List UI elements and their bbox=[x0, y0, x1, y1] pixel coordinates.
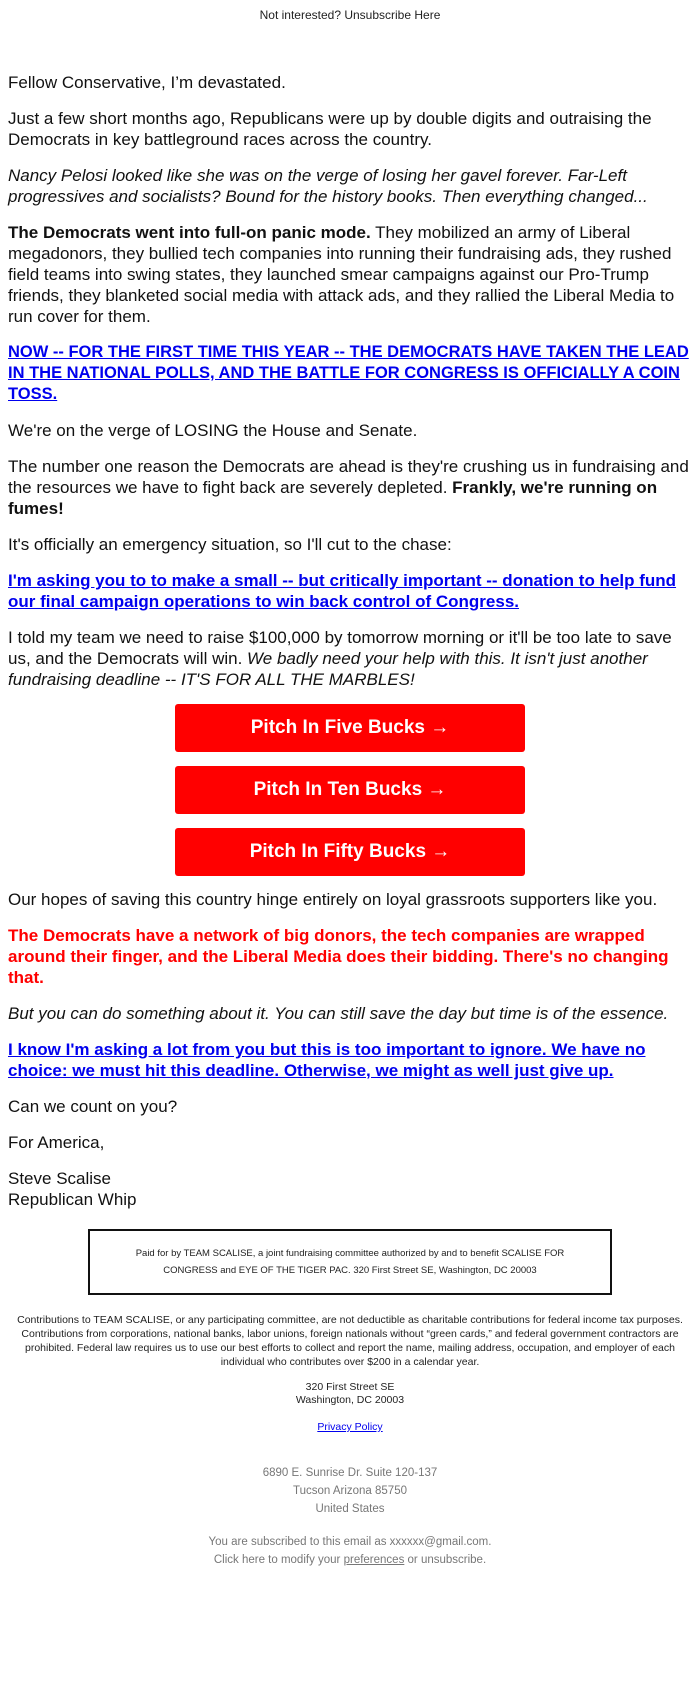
paragraph-red: The Democrats have a network of big donors, the tech companies are wrapped around their finger, and the Liberal Media does their bidding. There's no changing that. bbox=[8, 926, 669, 987]
legal-disclaimer: Contributions to TEAM SCALISE, or any participating committee, are not deductible as charitable contributions for federal income tax purposes. Contributions from corporations, national banks, labor unions, foreign nationals without “green cards,” and federal government contractors are prohibited. Federal law requires us to use our best efforts to collect and report the name, mailing address, occupation, and employer of each individual who contributes over $200 in a calendar year. bbox=[17, 1314, 683, 1368]
sender-line: Tucson Arizona 85750 bbox=[292, 1485, 407, 1497]
paragraph-link bbox=[8, 342, 692, 405]
sender-line: 6890 E. Sunrise Dr. Suite 120-137 bbox=[262, 1467, 438, 1479]
donate-link-polls[interactable]: NOW -- FOR THE FIRST TIME THIS YEAR -- THE DEMOCRATS HAVE TAKEN THE LEAD IN THE NATIONAL POLLS, AND THE BATTLE FOR CONGRESS IS OFFICIALLY A COIN TOSS. bbox=[8, 343, 689, 403]
paragraph-italic bbox=[8, 165, 692, 207]
paragraph-text: I told my team we need to raise $100,000 by tomorrow morning or it'll be too late to save us, and the Democrats will win. bbox=[8, 628, 672, 668]
italic-text: We badly need your help with this. It isn't just another fundraising deadline -- IT'S FOR ALL THE MARBLES! bbox=[8, 649, 648, 689]
donate-buttons bbox=[8, 704, 692, 876]
paragraph bbox=[8, 456, 692, 519]
subscribed-prefix: You are subscribed to this email as bbox=[208, 1536, 390, 1548]
paragraph: Just a few short months ago, Republicans were up by double digits and outraising the Democrats in key battleground races across the country. bbox=[8, 109, 652, 149]
signer-name: Steve Scalise bbox=[8, 1169, 111, 1188]
privacy-policy-link[interactable]: Privacy Policy bbox=[317, 1421, 383, 1433]
subscribed-suffix: . bbox=[488, 1536, 492, 1548]
top-unsubscribe-bar bbox=[0, 0, 700, 28]
paragraph bbox=[8, 627, 692, 690]
preferences-link[interactable]: preferences bbox=[343, 1554, 405, 1566]
signer-title: Republican Whip bbox=[8, 1190, 137, 1209]
italic-text: Nancy Pelosi looked like she was on the verge of losing her gavel forever. Far-Left progressives and socialists? Bound for the history books. Then everything changed... bbox=[8, 166, 648, 206]
modify-line bbox=[0, 1551, 700, 1569]
committee-address bbox=[0, 1381, 700, 1407]
paragraph: It's officially an emergency situation, so I'll cut to the chase: bbox=[8, 535, 452, 554]
modify-suffix: or unsubscribe. bbox=[404, 1554, 487, 1566]
paragraph: We're on the verge of LOSING the House and Senate. bbox=[8, 421, 418, 440]
subscribed-line bbox=[0, 1533, 700, 1551]
paragraph: Our hopes of saving this country hinge entirely on loyal grassroots supporters like you. bbox=[8, 890, 658, 909]
paragraph-link bbox=[8, 570, 692, 612]
donate-link-ask[interactable]: I'm asking you to to make a small -- but critically important -- donation to help fund our final campaign operations to win back control of Congress. bbox=[8, 571, 677, 611]
pitch-in-five-button[interactable]: Pitch In Five Bucks → bbox=[175, 704, 525, 752]
paragraph-text: The number one reason the Democrats are ahead is they're crushing us in fundraising and the resources we have to fight back are severely depleted. bbox=[8, 457, 689, 497]
footer bbox=[0, 1229, 700, 1569]
bold-text: The Democrats went into full-on panic mode. bbox=[8, 223, 371, 242]
paragraph-link bbox=[8, 1039, 692, 1081]
address-line: Washington, DC 20003 bbox=[295, 1394, 405, 1406]
sender-address bbox=[0, 1464, 700, 1518]
pitch-in-fifty-button[interactable]: Pitch In Fifty Bucks → bbox=[175, 828, 525, 876]
signoff: For America, bbox=[8, 1133, 105, 1152]
paid-for-text: Paid for by TEAM SCALISE, a joint fundraising committee authorized by and to benefit SCALISE FOR CONGRESS and EYE OF THE TIGER PAC. 320 First Street SE, Washington, DC 20003 bbox=[135, 1248, 565, 1276]
greeting: Fellow Conservative, I’m devastated. bbox=[8, 73, 286, 92]
paragraph-text: They mobilized an army of Liberal megadonors, they bullied tech companies into running their fundraising ads, they rushed field teams into swing states, they launched smear campaigns against our Pro-Trump friends, they blanketed social media with attack ads, and they rallied the Liberal Media to run cover for them. bbox=[8, 223, 675, 326]
donate-link-deadline[interactable]: I know I'm asking a lot from you but this is too important to ignore. We have no choice: we must hit this deadline. Otherwise, we might as well just give up. bbox=[8, 1040, 646, 1080]
italic-text: But you can do something about it. You can still save the day but time is of the essence. bbox=[8, 1004, 669, 1023]
paragraph-italic bbox=[8, 1003, 692, 1024]
bold-text: Frankly, we're running on fumes! bbox=[8, 478, 658, 518]
address-line: 320 First Street SE bbox=[305, 1381, 395, 1393]
privacy-row bbox=[0, 1421, 700, 1433]
sender-line: United States bbox=[315, 1503, 385, 1515]
unsubscribe-link[interactable]: Not interested? Unsubscribe Here bbox=[259, 8, 441, 22]
modify-prefix: Click here to modify your bbox=[213, 1554, 344, 1566]
paragraph: Can we count on you? bbox=[8, 1097, 178, 1116]
subscription-info bbox=[0, 1533, 700, 1569]
pitch-in-ten-button[interactable]: Pitch In Ten Bucks → bbox=[175, 766, 525, 814]
subscriber-email: xxxxxx@gmail.com bbox=[389, 1536, 489, 1548]
email-body bbox=[0, 28, 700, 1210]
paragraph bbox=[8, 222, 692, 327]
paid-for-box bbox=[88, 1229, 612, 1295]
